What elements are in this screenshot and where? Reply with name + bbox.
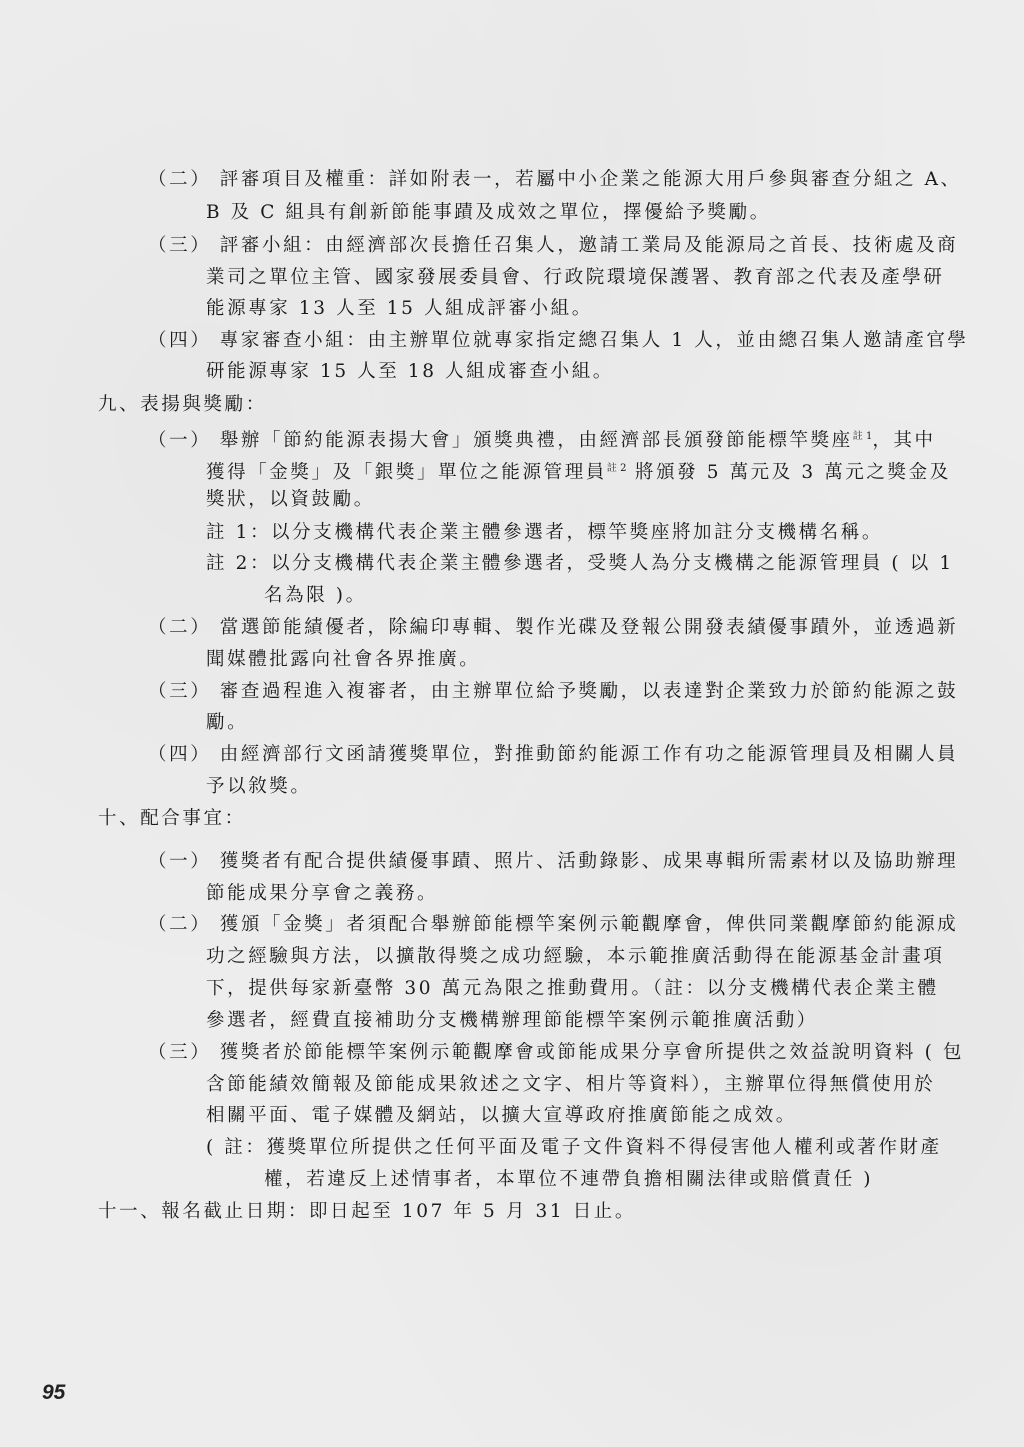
text-line <box>148 426 936 452</box>
section-heading: 十一、報名截止日期：即日起至 107 年 5 月 31 日止。 <box>98 1201 637 1222</box>
text-line: 功之經驗與方法，以擴散得獎之成功經驗，本示範推廣活動得在能源基金計畫項 <box>206 946 945 967</box>
text-line <box>206 458 951 484</box>
text-line: 含節能績效簡報及節能成果敘述之文字、相片等資料），主辦單位得無償使用於 <box>206 1074 936 1095</box>
text-line: 能源專家 13 人至 15 人組成評審小組。 <box>206 298 593 319</box>
note-line: ( 註：獲獎單位所提供之任何平面及電子文件資料不得侵害他人權利或著作財產 <box>206 1137 942 1158</box>
footnote-ref: 註 2 <box>606 463 627 474</box>
text-span: 將頒發 5 萬元及 3 萬元之獎金及 <box>626 462 951 484</box>
text-line: B 及 C 組具有創新節能事蹟及成效之單位，擇優給予獎勵。 <box>206 202 771 223</box>
text-line: 獎狀，以資鼓勵。 <box>206 489 375 510</box>
note-line: 權，若違反上述情事者，本單位不連帶負擔相關法律或賠償責任 ) <box>264 1169 874 1190</box>
text-line: 相關平面、電子媒體及網站，以擴大宣導政府推廣節能之成效。 <box>206 1105 797 1126</box>
text-span: 獲得「金獎」及「銀獎」單位之能源管理員 <box>206 462 607 484</box>
text-line: 聞媒體批露向社會各界推廣。 <box>206 649 481 670</box>
footnote-ref: 註 1 <box>852 431 873 442</box>
text-line: （四） 專家審查小組：由主辦單位就專家指定總召集人 1 人，並由總召集人邀請產官學 <box>148 330 969 351</box>
text-line: （四） 由經濟部行文函請獲獎單位，對推動節約能源工作有功之能源管理員及相關人員 <box>148 744 959 765</box>
text-line: 業司之單位主管、國家發展委員會、行政院環境保護署、教育部之代表及產學研 <box>206 267 945 288</box>
note-line: 名為限 )。 <box>264 585 367 606</box>
text-span: （一） 舉辦「節約能源表揚大會」頒獎典禮，由經濟部長頒發節能標竿獎座 <box>148 430 853 452</box>
text-line: 下，提供每家新臺幣 30 萬元為限之推動費用。（註：以分支機構代表企業主體 <box>206 978 939 999</box>
text-line: 研能源專家 15 人至 18 人組成審查小組。 <box>206 361 614 382</box>
text-span: ，其中 <box>872 430 936 452</box>
text-line: （三） 審查過程進入複審者，由主辦單位給予獎勵，以表達對企業致力於節約能源之鼓 <box>148 681 959 702</box>
text-line: （三） 評審小組：由經濟部次長擔任召集人，邀請工業局及能源局之首長、技術處及商 <box>148 235 959 256</box>
page-number: 95 <box>42 1381 66 1404</box>
text-line: 參選者，經費直接補助分支機構辦理節能標竿案例示範推廣活動） <box>206 1010 818 1031</box>
text-line: 勵。 <box>206 712 249 733</box>
text-line: （二） 評審項目及權重：詳如附表一，若屬中小企業之能源大用戶參與審查分組之 A、 <box>148 169 962 190</box>
text-line: 節能成果分享會之義務。 <box>206 883 439 904</box>
note-line: 註 2：以分支機構代表企業主體參選者，受獎人為分支機構之能源管理員 ( 以 1 <box>206 553 954 574</box>
section-heading: 九、表揚與獎勵： <box>98 394 267 415</box>
text-line: （一） 獲獎者有配合提供績優事蹟、照片、活動錄影、成果專輯所需素材以及協助辦理 <box>148 851 959 872</box>
note-line: 註 1：以分支機構代表企業主體參選者，標竿獎座將加註分支機構名稱。 <box>206 522 883 543</box>
text-line: 予以敘獎。 <box>206 776 312 797</box>
text-line: （二） 獲頒「金獎」者須配合舉辦節能標竿案例示範觀摩會，俾供同業觀摩節約能源成 <box>148 914 959 935</box>
section-heading: 十、配合事宜： <box>98 808 246 829</box>
text-line: （二） 當選節能績優者，除編印專輯、製作光碟及登報公開發表績優事蹟外，並透過新 <box>148 617 959 638</box>
text-line: （三） 獲獎者於節能標竿案例示範觀摩會或節能成果分享會所提供之效益說明資料 ( 包 <box>148 1042 964 1063</box>
